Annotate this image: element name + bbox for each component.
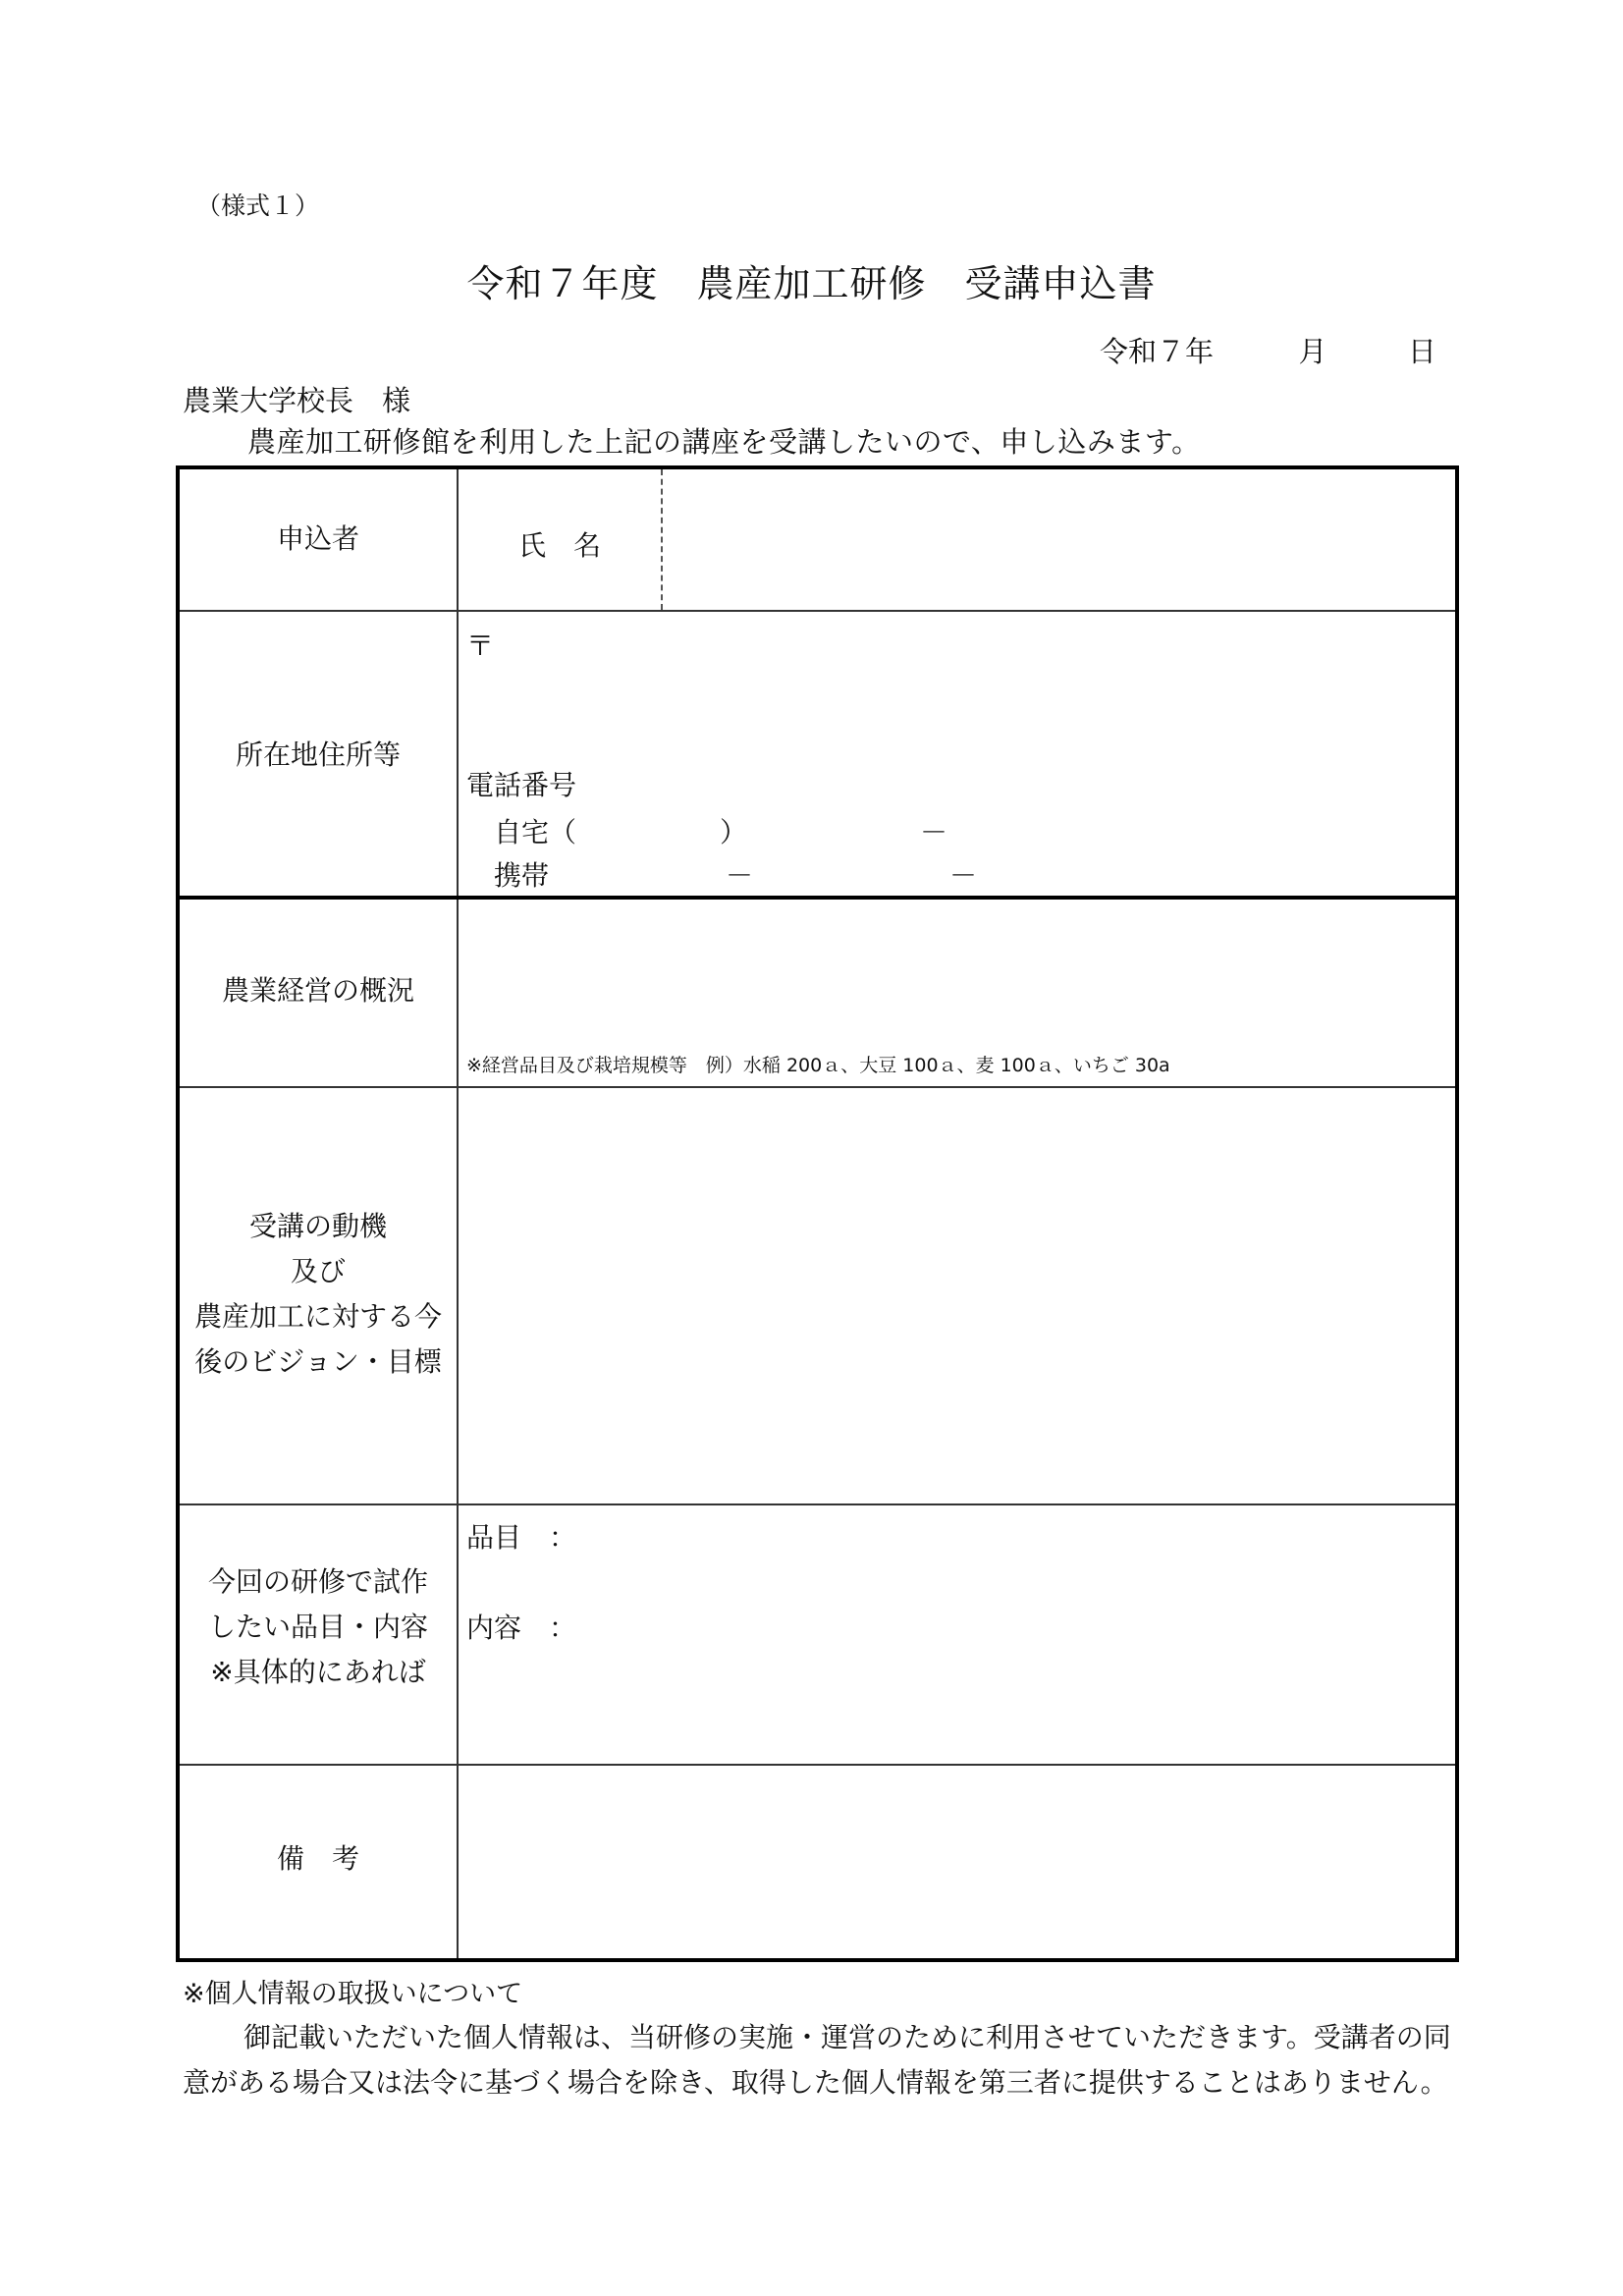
name-label: 氏 名 [518,529,602,562]
application-form-table [176,465,1459,1962]
address-label: 所在地住所等 [235,738,401,771]
phone-label: 電話番号 [466,769,577,801]
addressee: 農業大学校長 様 [183,384,411,417]
date-day: 日 [1407,335,1436,368]
name-divider [661,469,663,610]
farm-overview-field[interactable] [466,907,1429,1015]
mobile-phone-dash: － [949,859,978,892]
motive-label [180,1204,457,1385]
row-divider [180,610,1455,612]
mobile-phone-dash: － [726,859,754,892]
farm-example-note: ※経営品目及び栽培規模等 例）水稲 200ａ、大豆 100ａ、麦 100ａ、いちご 30a [466,1055,1170,1076]
home-phone-paren: ） [720,816,748,848]
form-number: （様式１） [196,191,320,220]
label-column-divider [457,469,459,1958]
name-field[interactable] [671,479,1446,601]
trial-item-field[interactable] [592,1516,1436,1595]
applicant-label: 申込者 [276,522,359,555]
page-title: 令和７年度 農産加工研修 受講申込書 [466,262,1157,305]
row-divider [180,1764,1455,1766]
row-divider [180,1086,1455,1088]
trial-content-field[interactable] [592,1607,1436,1744]
address-field[interactable] [504,625,1436,723]
farm-overview-label: 農業経営の概況 [221,974,414,1007]
postal-mark: 〒 [466,629,495,662]
mobile-phone-label: 携帯 [494,859,550,892]
motive-label-line: 受講の動機 [248,1210,387,1242]
motive-label-line: 後のビジョン・目標 [194,1345,442,1378]
trial-label-line: ※具体的にあれば [210,1656,426,1688]
remarks-label: 備 考 [276,1842,359,1875]
privacy-heading: ※個人情報の取扱いについて [183,1979,523,2009]
row-divider [180,896,1455,900]
motive-label-line: 及び [290,1255,346,1287]
home-phone-dash: － [920,816,948,848]
intro-text: 農産加工研修館を利用した上記の講座を受講したいので、申し込みます。 [247,425,1201,459]
remarks-field[interactable] [466,1776,1429,1947]
trial-label-line: したい品目・内容 [207,1611,428,1643]
home-phone-label: 自宅（ [494,816,577,848]
motive-label-line: 農産加工に対する今 [193,1300,442,1333]
trial-item-label: 品目 ： [466,1521,577,1554]
application-date [1100,330,1436,370]
privacy-body: 御記載いただいた個人情報は、当研修の実施・運営のために利用させていただきます。受講者の同意がある場合又は法令に基づく場合を除き、取得した個人情報を第三者に提供することはありません。 [183,2021,1451,2099]
trial-label-line: 今回の研修で試作 [207,1565,428,1598]
date-month: 月 [1298,335,1327,368]
trial-content-label: 内容 ： [466,1612,577,1644]
motive-field[interactable] [466,1098,1429,1491]
trial-label [180,1559,457,1695]
row-divider [180,1503,1455,1505]
date-year: 令和７年 [1100,335,1215,368]
